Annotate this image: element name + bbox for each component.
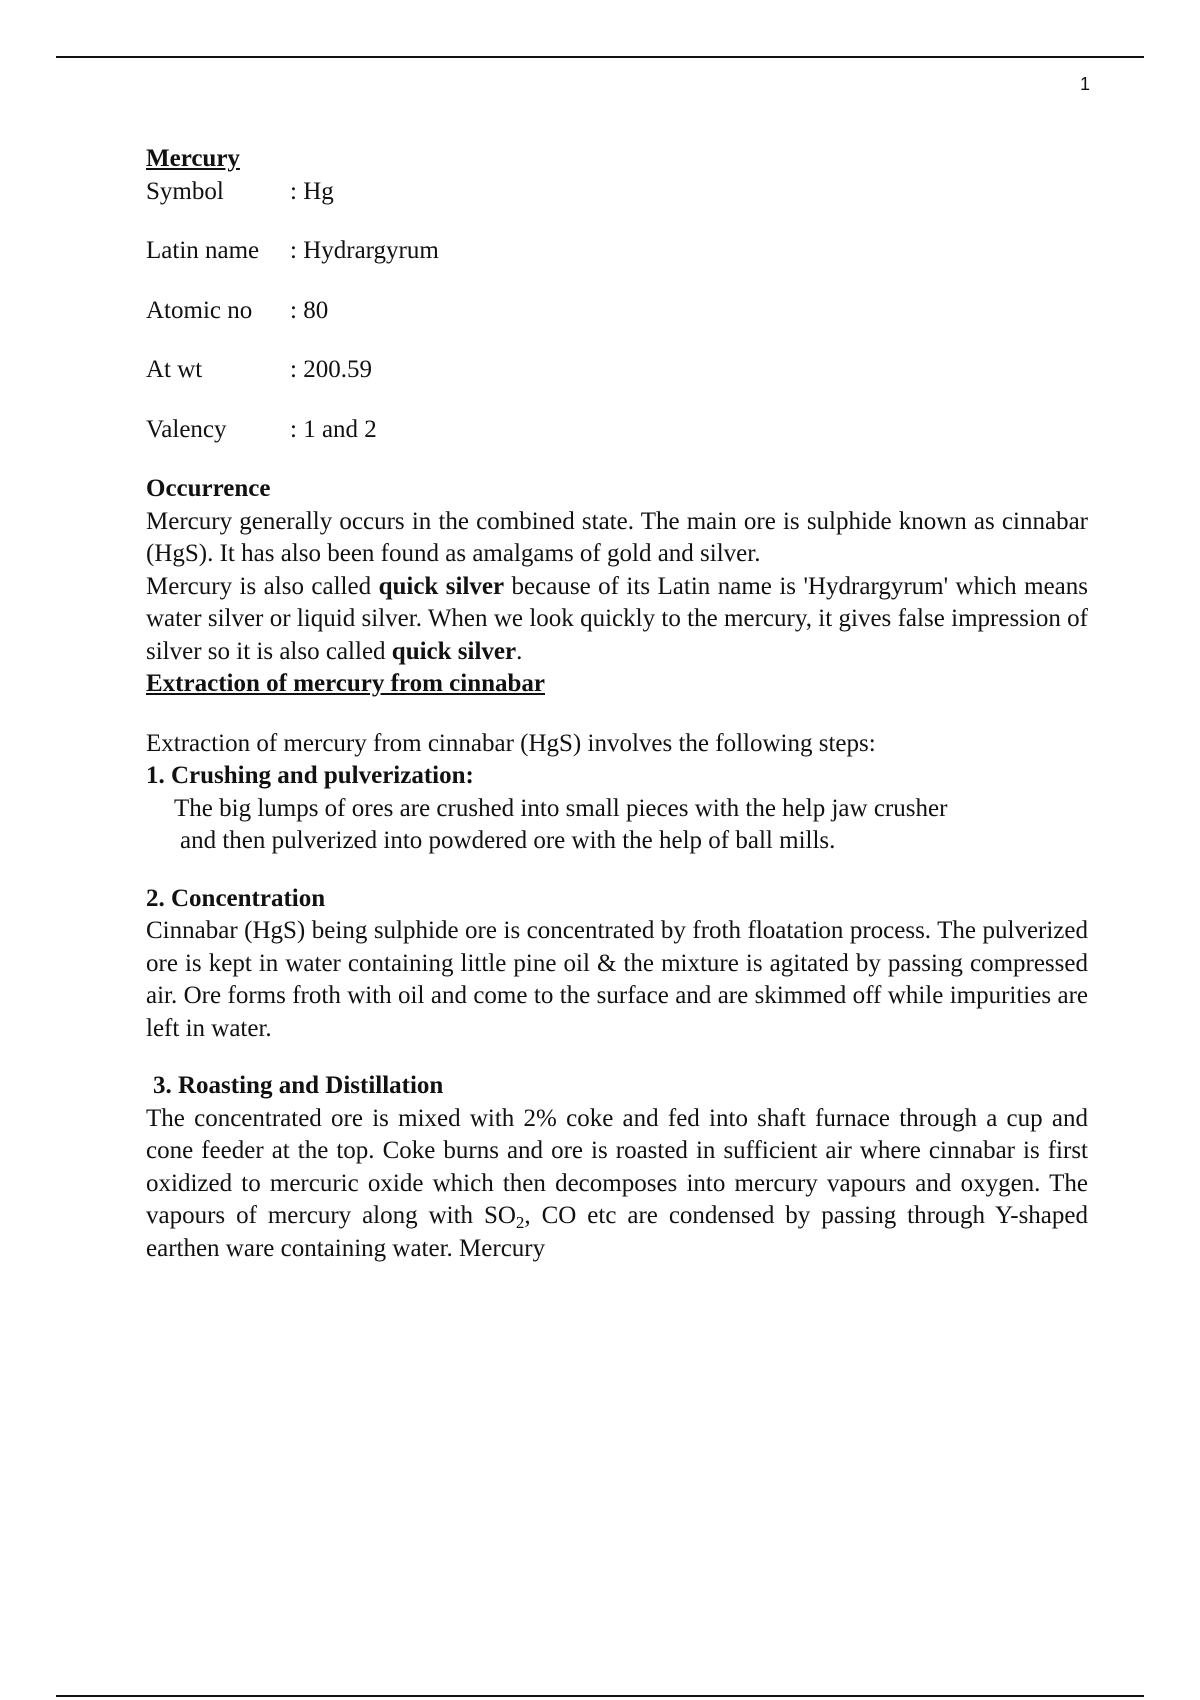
step-2-heading: 2. Concentration [146,884,326,912]
text-run: . [516,637,523,665]
property-label: Valency [146,415,227,443]
subscript-2: 2 [515,1213,525,1232]
extraction-heading: Extraction of mercury from cinnabar [146,670,545,697]
property-label: Symbol [146,177,224,205]
step-1-line-2: and then pulverized into powdered ore with the help of ball mills. [180,827,836,854]
property-label: Latin name [146,237,260,264]
property-row-at-wt [146,354,1088,387]
bold-term-quick-silver: quick silver [391,637,517,665]
text-run: , CO etc are condensed by passing through Y-shaped earthen ware containing water. Mercury [146,1202,1088,1262]
property-row-symbol [146,176,1088,209]
bold-term-quick-silver: quick silver [378,572,505,600]
step-1-heading: 1. Crushing and pulverization: [146,762,474,789]
property-row-valency [146,414,1088,447]
property-row-latin-name [146,235,1088,268]
property-value: : Hg [290,177,334,205]
occurrence-paragraph-2 [146,571,1088,669]
spacer [146,1045,1088,1070]
step-1-line-1: The big lumps of ores are crushed into small pieces with the help jaw crusher [174,794,948,822]
step-3-body [146,1103,1088,1266]
property-row-atomic-no [146,295,1088,328]
header-rule [56,56,1144,58]
document-body [146,143,1088,1265]
page-number: 1 [1079,74,1090,94]
text-run: because of its Latin name is 'Hydrargyrum' which means water silver or liquid silver. When we look quickly to the mercury, it gives false impression of silver so it is also called [146,572,1088,665]
footer-rule [56,1695,1144,1697]
spacer [146,858,1088,883]
step-2-body: Cinnabar (HgS) being sulphide ore is concentrated by froth floatation process. The pulverized ore is kept in water containing little pine oil & the mixture is agitated by passing compressed air. Ore forms froth with oil and come to the surface and are skimmed off while impurities are left in water. [146,917,1088,1042]
property-label: Atomic no [146,296,253,324]
text-run: Mercury is also called [146,572,379,600]
property-value: : 1 and 2 [290,415,377,443]
property-label: At wt [146,356,203,383]
extraction-intro: Extraction of mercury from cinnabar (HgS) involves the following steps: [146,729,876,757]
property-value: : 200.59 [290,356,372,383]
step-3-heading: 3. Roasting and Distillation [153,1072,444,1099]
occurrence-heading: Occurrence [146,475,271,502]
page-title: Mercury [146,145,240,172]
property-value: : Hydrargyrum [290,237,439,264]
properties-list [146,176,1088,447]
property-value: : 80 [290,296,329,324]
text-run: The concentrated ore is mixed with 2% coke and fed into shaft furnace through a cup and cone feeder at the top. Coke burns and ore is roasted in sufficient air where cinnabar is first oxidized to mercuric oxide which then decomposes into mercury vapours and oxygen. The vapours of mercury along with SO [146,1104,1088,1229]
occurrence-paragraph-1: Mercury generally occurs in the combined state. The main ore is sulphide known as cinnabar (HgS). It has also been found as amalgams of gold and silver. [146,507,1088,567]
